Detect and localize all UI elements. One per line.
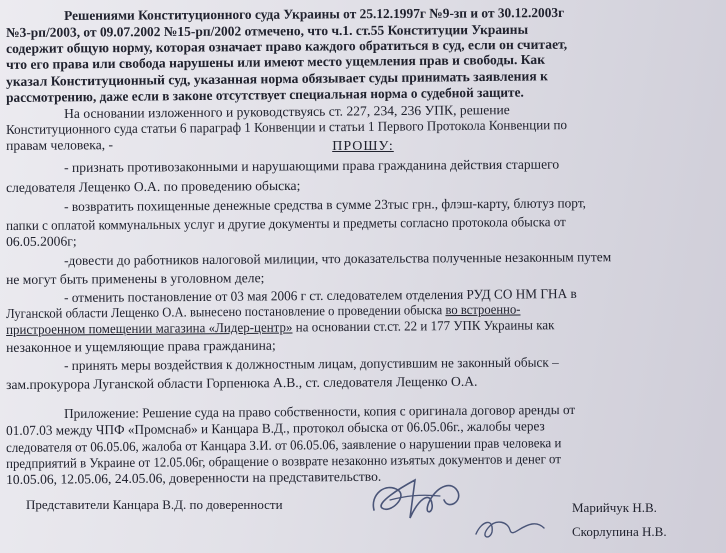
representatives-label: Представители Канцара В.Д. по доверенности xyxy=(26,497,283,512)
attachment-line-5: 10.05.06, 12.05.06, 24.05.06, доверенности на представительство. xyxy=(6,468,382,487)
request-line-11: незаконное и ущемляющие права гражданина; xyxy=(6,337,276,355)
signature-mark-2 xyxy=(470,508,550,546)
attachment-line-2: 01.07.03 между ЧПФ «Промснаб» и Канцара В.Д., протокол обыска от 06.05.06г., жалобы через xyxy=(6,418,545,438)
search-location-underlined: во встроенно- xyxy=(445,301,521,318)
ruling-line-5: указал Конституционный суд, указанная норма обязывает суды принимать заявления к xyxy=(6,68,548,89)
request-line-5: 06.05.2006г; xyxy=(6,233,77,249)
request-line-8: - отменить постановление от 03 мая 2006 г ст. следователем отделения РУД СО НМ ГНА в xyxy=(64,285,577,305)
signatory-1: Марийчук Н.В. xyxy=(572,500,657,515)
attachment-line-1: Приложение: Решение суда на право собственности, копия с оригинала договор аренды от xyxy=(64,401,576,421)
attachment-line-4: предприятий в Украине от 12.05.06г, обращение о возврате незаконно изъятых документов и денег от xyxy=(6,451,561,471)
basis-line-1: На основании изложенного и руководствуясь ст. 227, 234, 236 УПК, решение xyxy=(64,102,510,121)
request-line-6: -довести до работников налоговой милиции, что доказательства полученные незаконным путем xyxy=(64,249,612,268)
request-line-12: - принять меры воздействия к должностным лицам, допустившим не законный обыск – xyxy=(64,354,559,373)
request-line-10-text: на основании ст.ст. 22 и 177 УПК Украины как xyxy=(295,317,555,335)
ruling-line-6: рассмотрению, даже если в законе отсутствует специальная норма о судебной защите. xyxy=(6,84,524,105)
ruling-line-4: что его права или свобода нарушены или имеют место ущемления прав и свободы. Как xyxy=(6,51,546,72)
ruling-line-2: №3-рп/2003, от 09.07.2002 №15-рп/2002 отмечено, что ч.1. ст.55 Конституции Украины xyxy=(6,21,529,40)
basis-line-3: правам человека, - xyxy=(6,137,114,153)
request-line-13: зам.прокурора Луганской области Горпенюка А.В., ст. следователя Лещенко О.А. xyxy=(6,373,478,392)
basis-line-2: Конституционного суда статьи 6 параграф 1 Конвенции и статьи 1 Первого Протокола Конвенции по xyxy=(6,117,568,137)
signatory-2: Скорлупина Н.В. xyxy=(572,524,667,539)
request-line-2: следователя Лещенко О.А. по проведению обыска; xyxy=(6,177,301,195)
request-line-9-text: Луганской области Лещенко О.А. вынесено постановление о проведении обыска xyxy=(6,302,443,321)
attachment-line-3: следователя от 06.05.06, жалоба от Канцара З.И. от 06.05.06, заявление о нарушении прав человека и xyxy=(6,435,562,455)
request-title: ПРОШУ: xyxy=(332,139,394,154)
request-line-1: - признать противозаконными и нарушающими права гражданина действия старшего xyxy=(64,156,560,175)
request-line-10 xyxy=(6,317,554,338)
request-line-7: не могут быть применены в уголовном деле; xyxy=(6,270,265,287)
request-line-4: папки с оплатой коммунальных услуг и другие документы и предметы согласно протокола обыска от xyxy=(6,214,566,233)
signature-mark-1 xyxy=(360,470,480,530)
ruling-line-3: содержит общую норму, которая означает право каждого обратиться в суд, если он считает, xyxy=(6,36,568,56)
request-line-3: - возвратить похищенные денежные средства в сумме 23тыс грн., флэш-карту, блютуз порт, xyxy=(64,195,587,214)
ruling-line-1: Решениями Конституционного суда Украины от 25.12.1997г №9-зп и от 30.12.2003г xyxy=(64,4,565,23)
store-name-underlined: пристроенном помещении магазина «Лидер-центр» xyxy=(6,319,293,337)
